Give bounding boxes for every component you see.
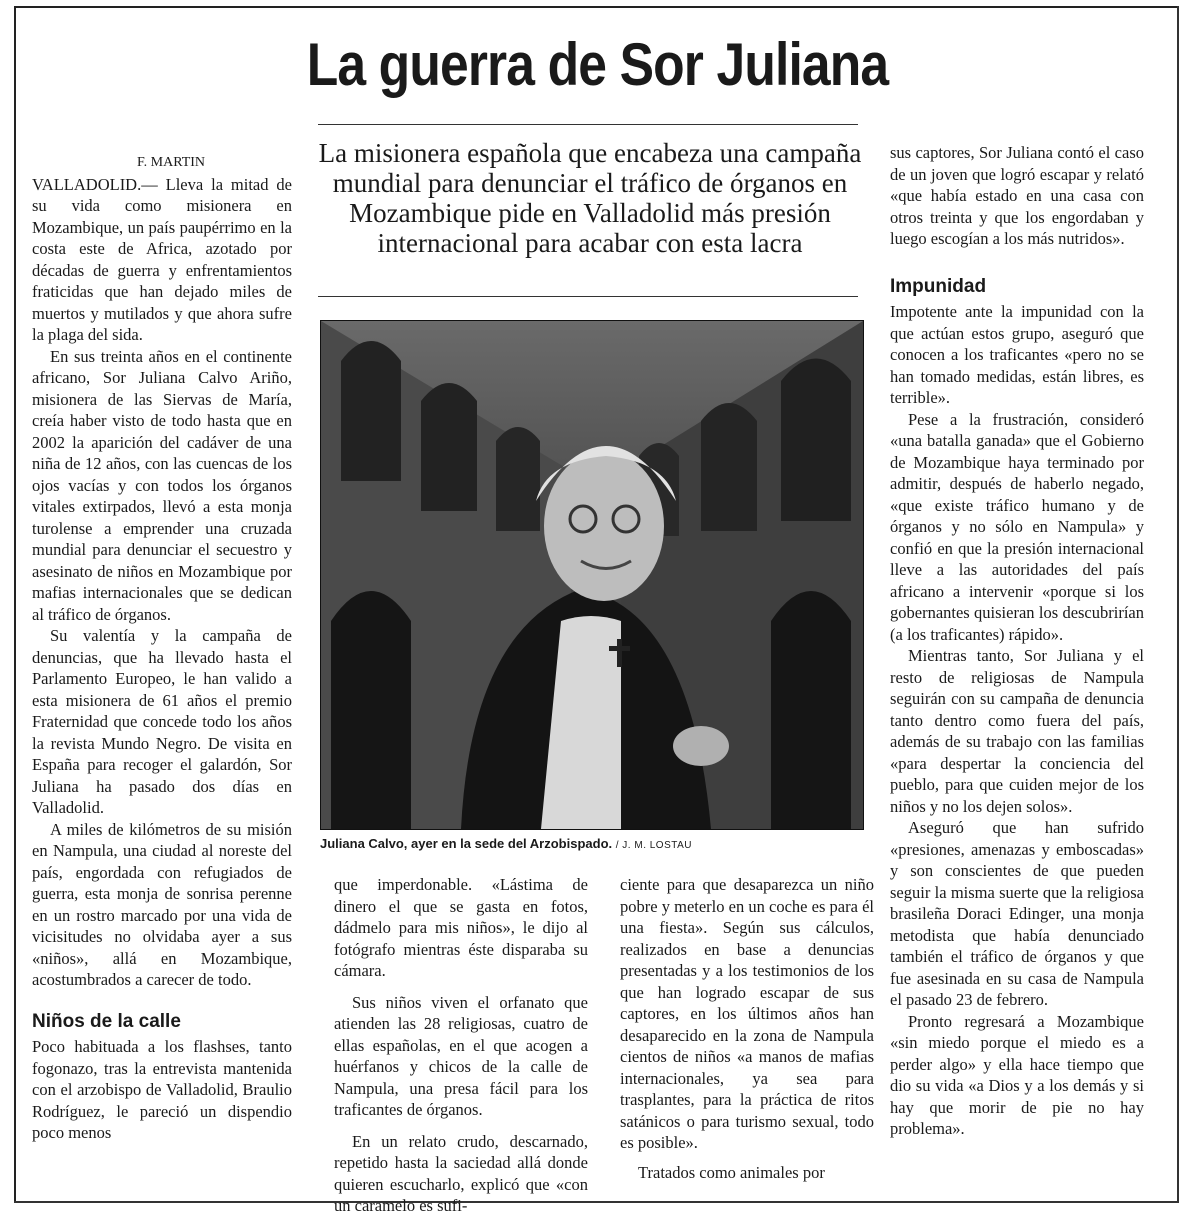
photo-image — [321, 321, 863, 829]
col4-paragraph-4: Mientras tanto, Sor Juliana y el resto de religiosas de Nampula seguirán con su campaña de denuncia tanto dentro como fuera del país, además de su trabajo con las familias «para despertar la conciencia del pueblo, para que cuiden mejor de los niños y no los dejen solos». — [890, 646, 1144, 816]
column-3 — [620, 874, 874, 1183]
col3-paragraph-1: ciente para que desaparezca un niño pobre y meterlo en un coche es para él una fiesta». Según sus cálculos, realizados en base a denuncias presentadas y a los testimonios de los que han logrado escapar de sus captores, en los últimos años han desaparecido en la zona de Nampula cientos de niños «a manos de mafias internacionales, ya sea para trasplantes, para la práctica de ritos satánicos o para turismo sexual, todo es posible». — [620, 875, 874, 1152]
subhead-impunidad: Impunidad — [890, 275, 987, 297]
col2-paragraph-2: Sus niños viven el orfanato que atienden las 28 religiosas, cuatro de ellas españolas, en el que acogen a huérfanos y chicos de la calle de Nampula, una presa fácil para los traficantes de órganos. — [334, 992, 588, 1119]
photo-credit: / J. M. LOSTAU — [615, 840, 693, 851]
col3-paragraph-2: Tratados como animales por — [638, 1162, 825, 1182]
subhead-ninos-de-la-calle: Niños de la calle — [32, 1010, 181, 1032]
col1-paragraph-3: Su valentía y la campaña de denuncias, que ha llevado hasta el Parlamento Europeo, le han valido a esta misionera de 61 años el premio Fraternidad que concede todo los años la revista Mundo Negro. De visita en España para recoger el galardón, Sor Juliana ha pasado dos días en Valladolid. — [32, 626, 292, 817]
col4-paragraph-5: Aseguró que han sufrido «presiones, amenazas y emboscadas» y son conscientes de que pueden seguir la misma suerte que la religiosa brasileña Doraci Edinger, una monja metodista que había denunciado también el tráfico de órganos y que fue asesinada en su casa de Nampula el pasado 23 de febrero. — [890, 818, 1144, 1009]
col2-paragraph-3: En un relato crudo, descarnado, repetido hasta la saciedad allá donde quieren escucharlo, explicó que «con un caramelo es sufi- — [334, 1131, 588, 1215]
column-2 — [334, 874, 588, 1217]
col4-paragraph-3: Pese a la frustración, consideró «una batalla ganada» que el Gobierno de Mozambique haya terminado por admitir, después de haberlo negado, «que existe tráfico humano y de órganos y no sólo en Nampula» y confió en que la presión internacional lleve a las autoridades del país africano a intervenir «porque si los gobernantes quisieran los descubrirían (a los traficantes) rápido». — [890, 409, 1144, 644]
frame-bottom-border — [14, 1201, 1179, 1203]
frame-right-border — [1177, 6, 1179, 1202]
column-1 — [32, 152, 292, 1144]
column-4 — [890, 142, 1144, 1140]
deck-bottom-rule — [318, 296, 858, 297]
photo-caption — [320, 836, 865, 851]
headline: La guerra de Sor Juliana — [306, 31, 889, 98]
deck-subtitle: La misionera española que encabeza una campaña mundial para denunciar el tráfico de órganos en Mozambique pide en Valladolid más presión internacional para acabar con esta lacra — [318, 138, 862, 258]
frame-top-border — [14, 6, 1179, 8]
photo-juliana-calvo — [320, 320, 864, 830]
col2-paragraph-1: que imperdonable. «Lástima de dinero el que se gasta en fotos, dádmelo para mis niños», le dijo al fotógrafo mientras éste disparaba su cámara. — [334, 875, 588, 980]
col4-paragraph-1: sus captores, Sor Juliana contó el caso de un joven que logró escapar y relató «que había estado en una casa con otros treinta y que los engordaban y luego escogían a los más nutridos». — [890, 143, 1144, 248]
col4-paragraph-6: Pronto regresará a Mozambique «sin miedo porque el miedo es a perder algo» y ella hace tiempo que dio su vida «a Dios y a los demás y si hay que morir de pie no hay problema». — [890, 1011, 1144, 1138]
col1-paragraph-2: En sus treinta años en el continente africano, Sor Juliana Calvo Ariño, misionera de las Siervas de María, creía haber visto de todo hasta que en 2002 la aparición del cadáver de una niña de 12 años, con las cuencas de los ojos vacías y con todos los órganos vitales extirpados, llevó a esta monja turolense a emprender una cruzada mundial para denunciar el secuestro y asesinato de niños en Mozambique por mafias internacionales que se dedican al tráfico de órganos. — [32, 346, 292, 624]
col1-paragraph-4: A miles de kilómetros de su misión en Nampula, una ciudad al noreste del país, engordada con refugiados de guerra, esta monja de sonrisa perenne en un rostro marcado por una vida de vicisitudes no olvidaba ayer a sus «niños», allá en Mozambique, acostumbrados a carecer de todo. — [32, 819, 292, 989]
byline: F. MARTIN — [136, 155, 206, 170]
col4-paragraph-2: Impotente ante la impunidad con la que actúan estos grupo, aseguró que conocen a los traficantes «pero no se han tomado medidas, están libres, es terrible». — [890, 302, 1144, 407]
caption-text: Juliana Calvo, ayer en la sede del Arzobispado. — [320, 836, 613, 851]
col1-paragraph-1: VALLADOLID.— Lleva la mitad de su vida como misionera en Mozambique, un país paupérrimo en la costa este de Africa, azotado por décadas de guerra y enfrentamientos fraticidas que han dejado miles de muertos y mutilados y que ahora sufre la plaga del sida. — [32, 174, 292, 344]
col1-paragraph-5: Poco habituada a los flashses, tanto fogonazo, tras la entrevista mantenida con el arzobispo de Valladolid, Braulio Rodríguez, le pareció un dispendio poco menos — [32, 1037, 292, 1142]
frame-left-border — [14, 6, 16, 1202]
deck-top-rule — [318, 124, 858, 125]
